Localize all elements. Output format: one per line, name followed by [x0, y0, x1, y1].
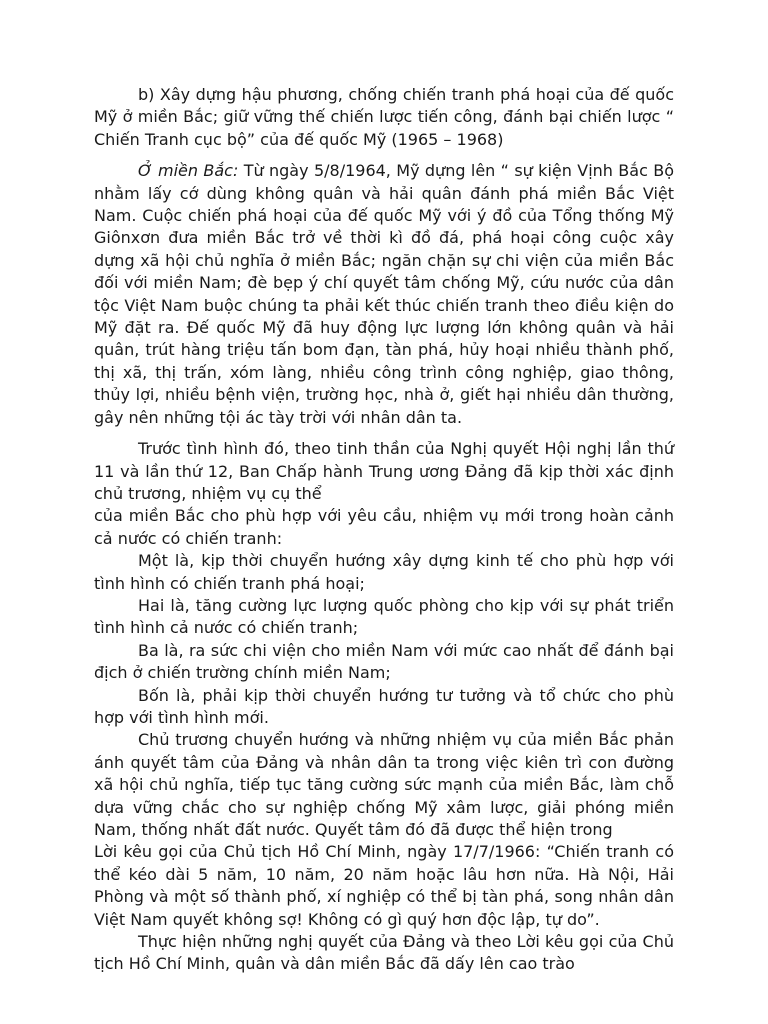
paragraph-policy: Trước tình hình đó, theo tinh thần của Nghị quyết Hội nghị lần thứ 11 và lần thứ 12, Ban Chấp hành Trung ương Đảng đã kịp thời xác định chủ trương, nhiệm vụ cụ thể: [94, 439, 674, 503]
list-item-one: Một là, kịp thời chuyển hướng xây dựng kinh tế cho phù hợp với tình hình có chiến tranh phá hoại;: [94, 551, 674, 593]
paragraph-text: Từ ngày 5/8/1964, Mỹ dựng lên “ sự kiện Vịnh Bắc Bộ nhằm lấy cớ dùng không quân và hải quân đánh phá miền Bắc Việt Nam. Cuộc chiến phá hoại của đế quốc Mỹ với ý đồ của Tổng thống Mỹ Giônxơn đưa miền Bắc trở về thời kì đồ đá, phá hoại công cuộc xây dựng xã hội chủ nghĩa ở miền Bắc; ngăn chặn sự chi viện của miền Bắc đối với miền Nam; đè bẹp ý chí quyết tâm chống Mỹ, cứu nước của dân tộc Việt Nam buộc chúng ta phải kết thúc chiến tranh theo điều kiện do Mỹ đặt ra. Đế quốc Mỹ đã huy động lực lượng lớn không quân và hải quân, trút hàng triệu tấn bom đạn, tàn phá, hủy hoại nhiều thành phố, thị xã, thị trấn, xóm làng, nhiều công trình công nghiệp, giao thông, thủy lợi, nhiều bệnh viện, trường học, nhà ở, giết hại nhiều dân thường, gây nên những tội ác tày trời với nhân dân ta.: [94, 161, 675, 427]
paragraph-determination: Chủ trương chuyển hướng và những nhiệm vụ của miền Bắc phản ánh quyết tâm của Đảng và nhân dân ta trong việc kiên trì con đường xã hội chủ nghĩa, tiếp tục tăng cường sức mạnh của miền Bắc, làm chỗ dựa vững chắc cho sự nghiệp chống Mỹ xâm lược, giải phóng miền Nam, thống nhất đất nước. Quyết tâm đó đã được thể hiện trong: [94, 730, 674, 839]
paragraph-lead-italic: Ở miền Bắc:: [138, 161, 239, 181]
list-item-three: Ba là, ra sức chi viện cho miền Nam với mức cao nhất để đánh bại địch ở chiến trường chính miền Nam;: [94, 640, 674, 683]
paragraph-north: [94, 160, 674, 429]
document-body: [94, 84, 674, 976]
paragraph-policy-continued: của miền Bắc cho phù hợp với yêu cầu, nhiệm vụ mới trong hoàn cảnh cả nước có chiến tranh:: [94, 506, 674, 548]
list-item-two: Hai là, tăng cường lực lượng quốc phòng cho kịp với sự phát triển tình hình cả nước có chiến tranh;: [94, 595, 674, 638]
paragraph-appeal: Lời kêu gọi của Chủ tịch Hồ Chí Minh, ngày 17/7/1966: “Chiến tranh có thể kéo dài 5 năm, 10 năm, 20 năm hoặc lâu hơn nữa. Hà Nội, Hải Phòng và một số thành phố, xí nghiệp có thể bị tàn phá, song nhân dân Việt Nam quyết không sợ! Không có gì quý hơn độc lập, tự do”.: [94, 842, 674, 929]
paragraph-implementation: Thực hiện những nghị quyết của Đảng và theo Lời kêu gọi của Chủ tịch Hồ Chí Minh, quân và dân miền Bắc đã dấy lên cao trào: [94, 932, 674, 974]
section-heading: b) Xây dựng hậu phương, chống chiến tranh phá hoại của đế quốc Mỹ ở miền Bắc; giữ vững thế chiến lược tiến công, đánh bại chiến lược “ Chiến Tranh cục bộ” của đế quốc Mỹ (1965 – 1968): [94, 85, 674, 149]
list-item-four: Bốn là, phải kịp thời chuyển hướng tư tưởng và tổ chức cho phù hợp với tình hình mới.: [94, 685, 674, 727]
